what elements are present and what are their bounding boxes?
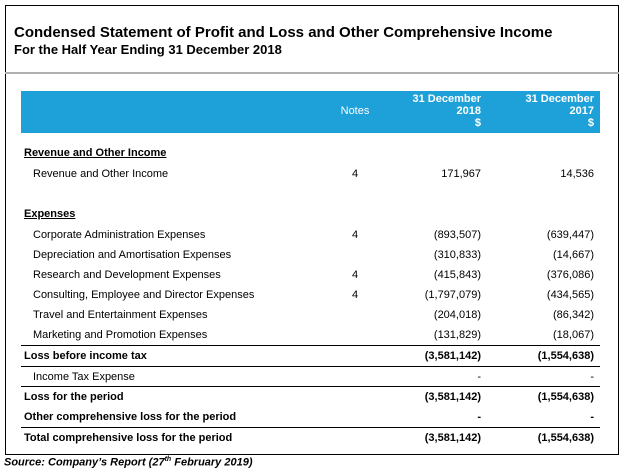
table-row (21, 325, 600, 345)
value-2018: (1,797,079) (424, 289, 481, 301)
table-row (21, 285, 600, 305)
source-superscript: th (164, 456, 172, 463)
value-2018: (204,018) (433, 309, 481, 321)
grand-total-row (21, 428, 600, 448)
table-header (21, 91, 600, 133)
revenue-section-row (21, 143, 600, 163)
row-note: 4 (351, 168, 359, 180)
value-2017: (434,565) (546, 289, 594, 301)
table-row (21, 305, 600, 325)
value-2017: (1,554,638) (537, 432, 594, 444)
value-2018: 171,967 (441, 168, 481, 180)
value-2017: (1,554,638) (537, 391, 594, 403)
value-2018: (310,833) (433, 249, 481, 261)
value-2018: (3,581,142) (424, 391, 481, 403)
row-label: Research and Development Expenses (33, 269, 221, 281)
row-label: Income Tax Expense (33, 371, 135, 383)
table-row (21, 265, 600, 285)
value-2018: (3,581,142) (424, 350, 481, 362)
title-divider (5, 72, 619, 74)
expenses-section-row (21, 204, 600, 224)
row-label: Corporate Administration Expenses (33, 229, 206, 241)
section-heading: Expenses (24, 208, 76, 220)
value-2018: - (477, 411, 481, 423)
row-note: 4 (351, 229, 359, 241)
value-2017: - (590, 371, 594, 383)
row-label: Other comprehensive loss for the period (24, 411, 237, 423)
value-2017: (18,067) (553, 329, 594, 341)
row-label: Depreciation and Amortisation Expenses (33, 249, 232, 261)
table-row (21, 245, 600, 265)
value-2017: - (590, 411, 594, 423)
value-2018: (131,829) (433, 329, 481, 341)
row-label: Loss for the period (24, 391, 124, 403)
value-2018: (3,581,142) (424, 432, 481, 444)
column-header-2017 (484, 93, 594, 129)
column-header-2018-date: 31 December (412, 93, 481, 105)
value-2017: (14,667) (553, 249, 594, 261)
source-suffix: February 2019) (171, 456, 253, 469)
row-label: Total comprehensive loss for the period (24, 432, 233, 444)
column-header-2017-year: 2017 (569, 105, 594, 117)
total-row (21, 387, 600, 407)
section-heading: Revenue and Other Income (24, 147, 167, 159)
table-row (21, 225, 600, 245)
column-header-2018-year: 2018 (456, 105, 481, 117)
value-2017: (86,342) (553, 309, 594, 321)
column-header-2017-date: 31 December (525, 93, 594, 105)
column-header-2018 (371, 93, 481, 129)
row-label: Marketing and Promotion Expenses (33, 329, 208, 341)
value-2018: (893,507) (433, 229, 481, 241)
value-2017: (639,447) (546, 229, 594, 241)
column-header-2017-currency: $ (587, 117, 594, 129)
value-2017: (1,554,638) (537, 350, 594, 362)
total-row (21, 407, 600, 427)
row-label: Consulting, Employee and Director Expenses (33, 289, 255, 301)
row-label: Loss before income tax (24, 350, 147, 362)
source-prefix: Source: Company’s Report (27 (4, 456, 165, 469)
row-note: 4 (351, 269, 359, 281)
notes-column-header: Notes (340, 105, 370, 117)
row-label: Revenue and Other Income (33, 168, 169, 180)
statement-subtitle: For the Half Year Ending 31 December 2018 (14, 42, 282, 57)
row-label: Travel and Entertainment Expenses (33, 309, 208, 321)
table-row (21, 367, 600, 387)
value-2018: - (477, 371, 481, 383)
total-row (21, 346, 600, 366)
table-row (21, 164, 600, 184)
row-note: 4 (351, 289, 359, 301)
column-header-2018-currency: $ (474, 117, 481, 129)
value-2017: 14,536 (560, 168, 594, 180)
value-2017: (376,086) (546, 269, 594, 281)
value-2018: (415,843) (433, 269, 481, 281)
source-caption (4, 456, 253, 469)
statement-title: Condensed Statement of Profit and Loss and Other Comprehensive Income (14, 24, 553, 41)
